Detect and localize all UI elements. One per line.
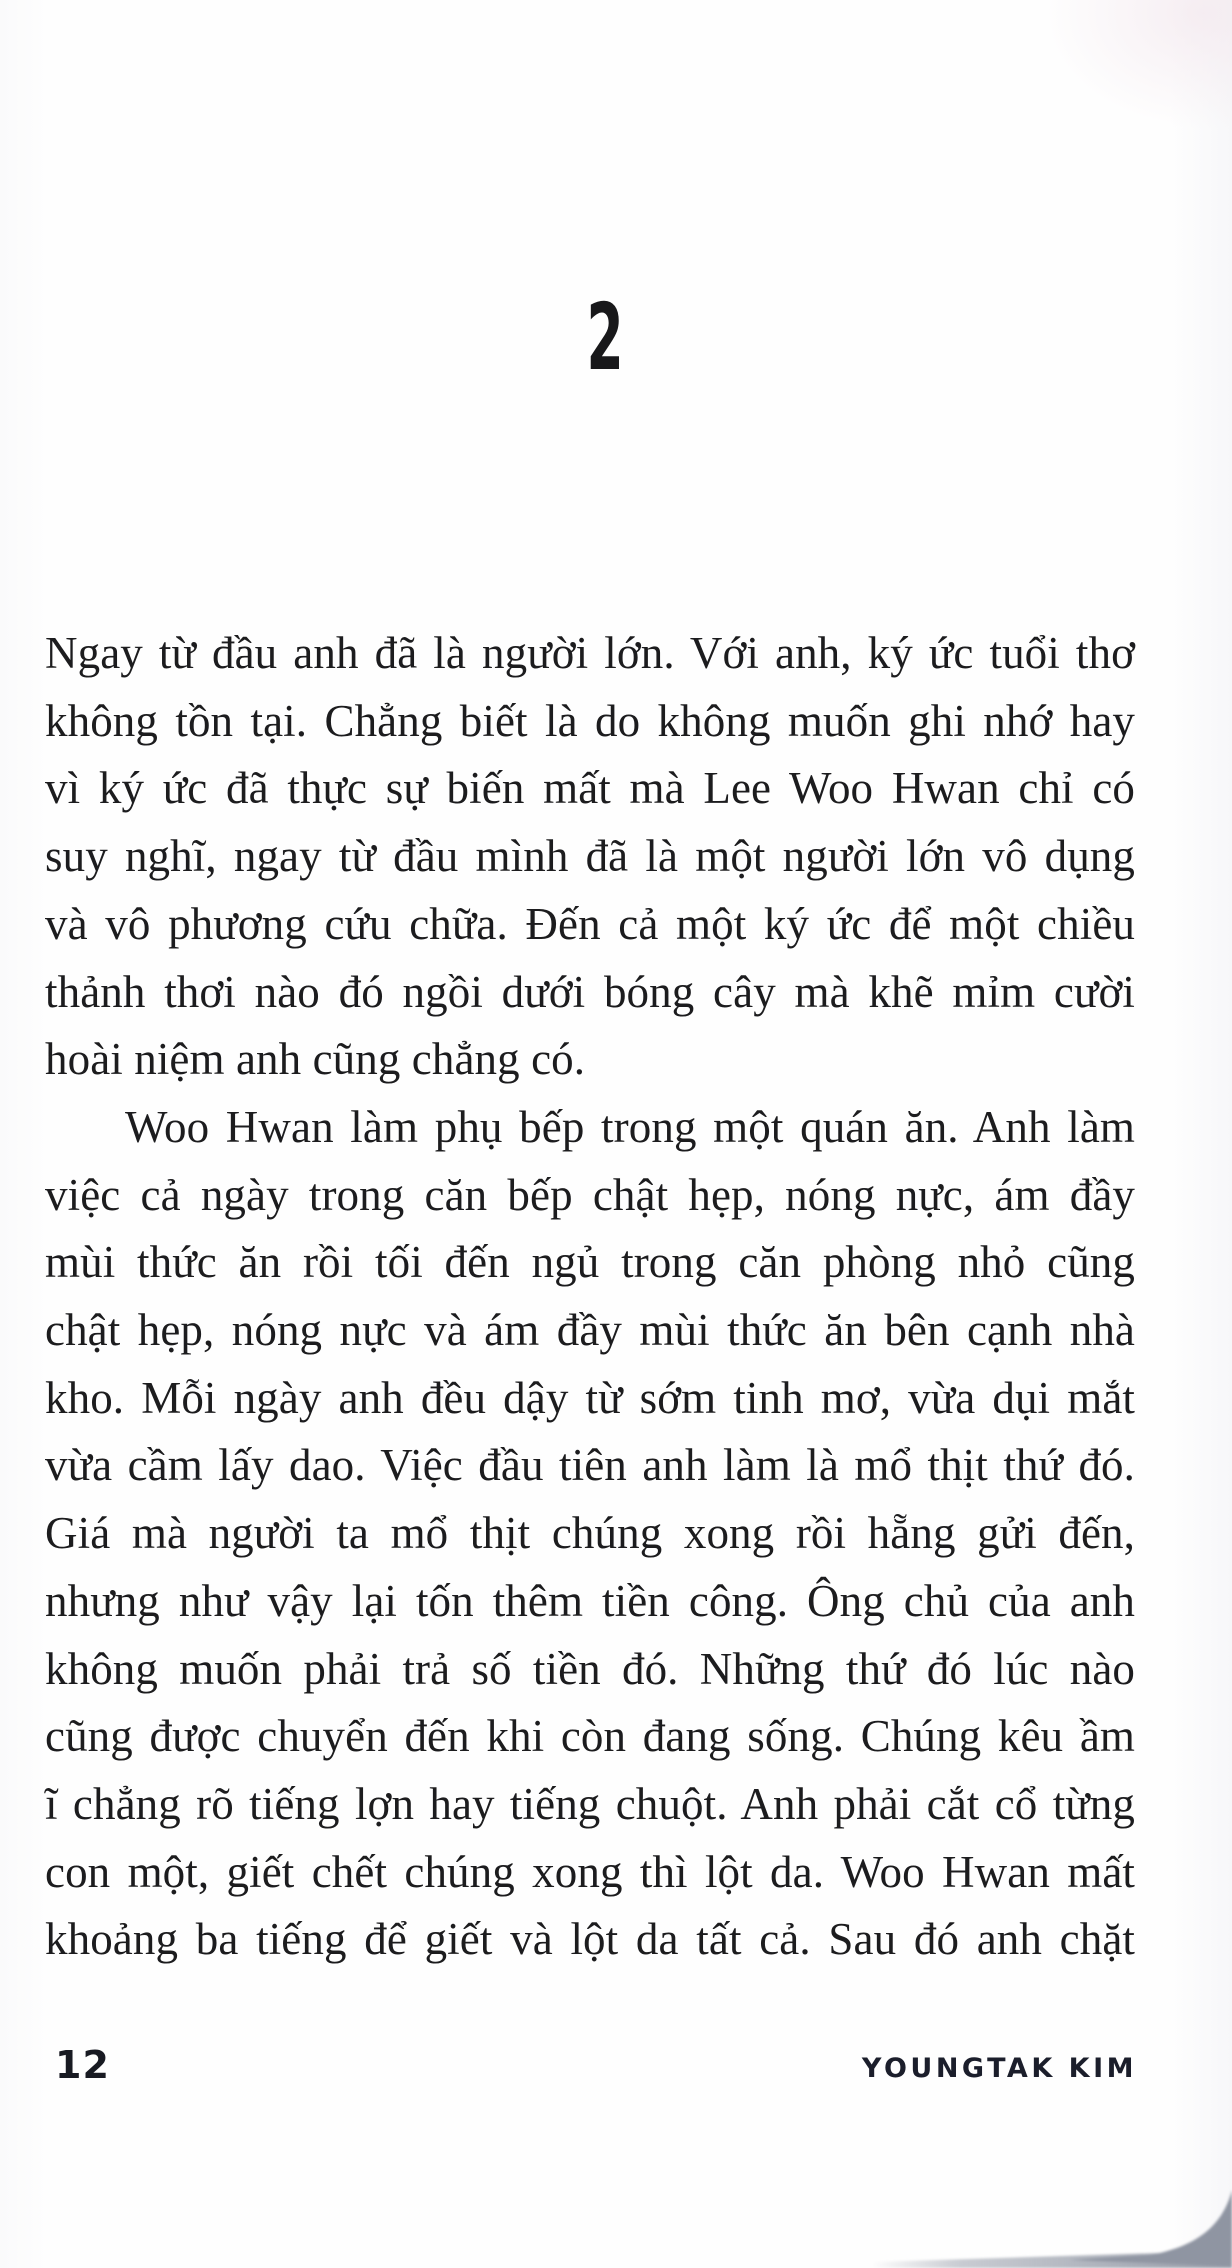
text-line: vừa cầm lấy dao. Việc đầu tiên anh làm là mổ thịt thứ đó. [45,1440,1135,1491]
text-line: hoài niệm anh cũng chẳng có. [45,1034,586,1085]
chapter-number: 2 [586,284,624,391]
text-line: vì ký ức đã thực sự biến mất mà Lee Woo Hwan chỉ có [45,763,1135,814]
text-line: cũng được chuyển đến khi còn đang sống. Chúng kêu ầm [45,1711,1135,1762]
text-line: việc cả ngày trong căn bếp chật hẹp, nóng nực, ám đầy [45,1169,1135,1220]
text-line: chật hẹp, nóng nực và ám đầy mùi thức ăn bên cạnh nhà [45,1305,1135,1356]
text-line: kho. Mỗi ngày anh đều dậy từ sớm tinh mơ, vừa dụi mắt [45,1372,1135,1423]
running-footer-author: YOUNGTAK KIM [861,2053,1137,2084]
text-line: Woo Hwan làm phụ bếp trong một quán ăn. Anh làm [125,1101,1135,1152]
text-line: Giá mà người ta mổ thịt chúng xong rồi hẵng gửi đến, [45,1508,1135,1559]
text-line: không muốn phải trả số tiền đó. Những thứ đó lúc nào [45,1643,1135,1694]
text-line: không tồn tại. Chẳng biết là do không muốn ghi nhớ hay [45,695,1135,746]
text-line: thảnh thơi nào đó ngồi dưới bóng cây mà khẽ mỉm cười [45,966,1135,1017]
text-line: con một, giết chết chúng xong thì lột da. Woo Hwan mất [45,1846,1135,1897]
text-line: suy nghĩ, ngay từ đầu mình đã là một người lớn vô dụng [45,831,1135,882]
page-number: 12 [55,2043,110,2087]
text-line: nhưng như vậy lại tốn thêm tiền công. Ông chủ của anh [45,1575,1135,1626]
chapter-heading [0,284,1210,411]
text-line: khoảng ba tiếng để giết và lột da tất cả. Sau đó anh chặt [45,1914,1135,1965]
text-line: Ngay từ đầu anh đã là người lớn. Với anh, ký ức tuổi thơ [45,628,1135,678]
body-text-block [45,620,1135,1974]
text-line: ĩ chẳng rõ tiếng lợn hay tiếng chuột. Anh phải cắt cổ từng [45,1778,1135,1829]
text-line: và vô phương cứu chữa. Đến cả một ký ức để một chiều [45,898,1135,949]
text-line: mùi thức ăn rồi tối đến ngủ trong căn phòng nhỏ cũng [45,1237,1135,1288]
